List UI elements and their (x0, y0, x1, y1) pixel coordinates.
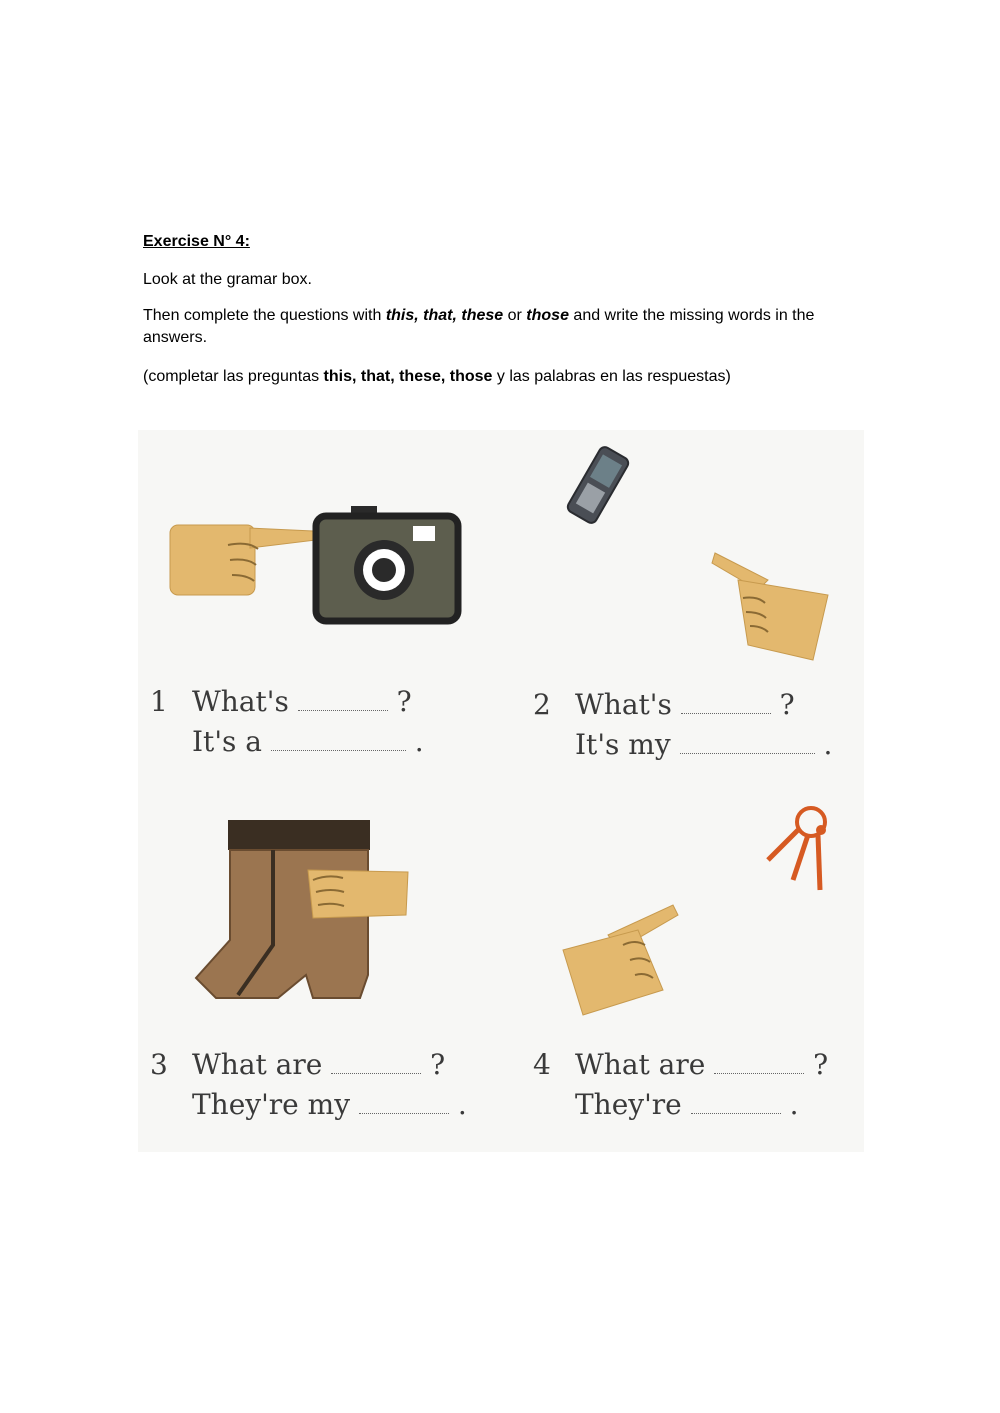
instruction-lead: Then complete the questions with (143, 307, 386, 324)
question-blank[interactable] (681, 693, 771, 714)
mobile-phone-icon (566, 445, 631, 525)
answer-blank[interactable] (359, 1093, 449, 1114)
item-number: 3 (150, 1048, 168, 1081)
answer-blank[interactable] (691, 1093, 781, 1114)
answer-end: . (414, 725, 424, 758)
instruction-tail: and write the missing words in the answers. (143, 307, 815, 346)
question-text: What's (192, 685, 289, 718)
answer-text: They're my (192, 1088, 351, 1121)
instruction-spanish-tail: y las palabras en las respuestas) (492, 368, 731, 385)
answer-end: . (823, 728, 833, 761)
exercise-title: Exercise N° 4: (143, 233, 250, 250)
question-text: What are (192, 1048, 323, 1081)
answer-blank[interactable] (680, 733, 815, 754)
question-end: ? (779, 688, 795, 721)
answer-text: It's a (192, 725, 262, 758)
answer-end: . (789, 1088, 799, 1121)
hand-pointing-up-left-icon (712, 553, 828, 660)
question-end: ? (396, 685, 412, 718)
item-number: 4 (533, 1048, 551, 1081)
instruction-or: or (503, 307, 527, 324)
question-end: ? (813, 1048, 829, 1081)
item-number: 1 (150, 685, 168, 718)
item-4 (533, 1045, 828, 1125)
hand-pointing-left-icon (308, 870, 408, 918)
question-text: What's (575, 688, 672, 721)
instruction-spanish-bold: this, that, these, those (323, 368, 493, 385)
keys-icon (768, 808, 826, 890)
question-text: What are (575, 1048, 706, 1081)
camera-icon (316, 506, 458, 621)
answer-text: They're (575, 1088, 682, 1121)
instruction-look: Look at the gramar box. (143, 271, 312, 288)
question-blank[interactable] (331, 1053, 421, 1074)
exercise-illustrations (138, 430, 864, 1152)
item-number: 2 (533, 688, 551, 721)
instruction-spanish-lead: (completar las preguntas (143, 368, 324, 385)
instruction-words-2: those (526, 307, 569, 324)
instruction-words-1: this, that, these (385, 307, 504, 324)
instruction-spanish (143, 366, 843, 388)
question-blank[interactable] (714, 1053, 804, 1074)
item-3 (150, 1045, 467, 1125)
question-blank[interactable] (298, 690, 388, 711)
question-end: ? (430, 1048, 446, 1081)
item-2 (533, 685, 832, 765)
hand-pointing-up-right-icon (563, 905, 678, 1015)
answer-blank[interactable] (271, 730, 406, 751)
instruction-complete (143, 305, 843, 349)
exercise-image-panel (138, 430, 864, 1152)
answer-text: It's my (575, 728, 671, 761)
answer-end: . (457, 1088, 467, 1121)
hand-pointing-right-icon (170, 525, 316, 595)
item-1 (150, 682, 424, 762)
